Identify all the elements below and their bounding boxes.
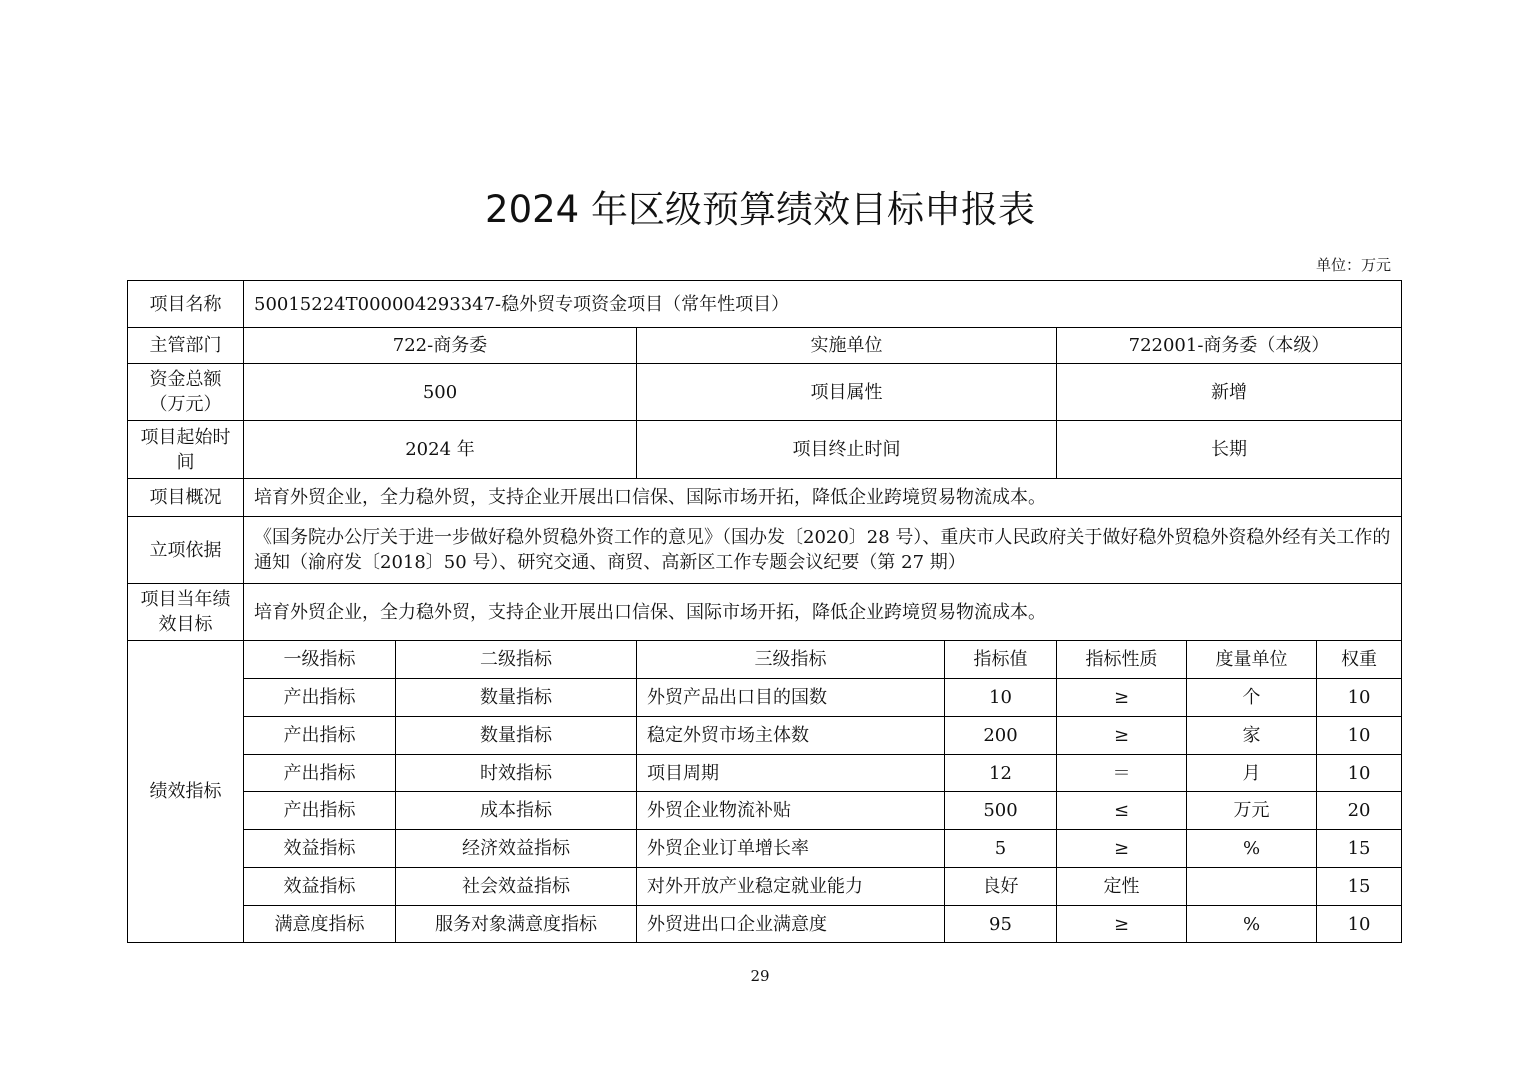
end-time-value: 长期 — [1057, 421, 1402, 479]
project-attribute-label: 项目属性 — [637, 364, 1057, 421]
row-annual-goal — [128, 584, 1402, 641]
performance-level3-cell: 外贸进出口企业满意度 — [637, 906, 945, 943]
performance-row — [128, 830, 1402, 868]
start-time-label: 项目起始时间 — [128, 421, 244, 479]
performance-level1-cell: 产出指标 — [244, 717, 396, 755]
overview-value: 培育外贸企业，全力稳外贸，支持企业开展出口信保、国际市场开拓，降低企业跨境贸易物流成本。 — [244, 479, 1402, 517]
project-attribute-value: 新增 — [1057, 364, 1402, 421]
performance-level1-cell: 满意度指标 — [244, 906, 396, 943]
performance-level2-cell: 数量指标 — [396, 679, 637, 717]
budget-performance-table — [127, 280, 1402, 943]
performance-row — [128, 792, 1402, 830]
performance-unit-header: 度量单位 — [1187, 641, 1317, 679]
performance-unit-cell — [1187, 868, 1317, 906]
performance-level2-cell: 数量指标 — [396, 717, 637, 755]
performance-value-cell: 500 — [945, 792, 1057, 830]
performance-level1-cell: 产出指标 — [244, 792, 396, 830]
performance-level2-cell: 时效指标 — [396, 755, 637, 792]
performance-level3-cell: 项目周期 — [637, 755, 945, 792]
performance-unit-cell: 家 — [1187, 717, 1317, 755]
row-basis — [128, 517, 1402, 584]
performance-level3-cell: 外贸企业订单增长率 — [637, 830, 945, 868]
performance-level3-cell: 对外开放产业稳定就业能力 — [637, 868, 945, 906]
performance-weight-cell: 10 — [1317, 679, 1402, 717]
performance-unit-cell: % — [1187, 830, 1317, 868]
performance-level3-header: 三级指标 — [637, 641, 945, 679]
performance-nature-cell: ≤ — [1057, 792, 1187, 830]
project-name-value: 50015224T000004293347-稳外贸专项资金项目（常年性项目） — [244, 281, 1402, 328]
annual-goal-value: 培育外贸企业，全力稳外贸，支持企业开展出口信保、国际市场开拓，降低企业跨境贸易物流成本。 — [244, 584, 1402, 641]
performance-row — [128, 755, 1402, 792]
annual-goal-label: 项目当年绩效目标 — [128, 584, 244, 641]
performance-weight-cell: 10 — [1317, 755, 1402, 792]
start-time-value: 2024 年 — [244, 421, 637, 479]
performance-value-cell: 95 — [945, 906, 1057, 943]
performance-value-cell: 200 — [945, 717, 1057, 755]
performance-value-header: 指标值 — [945, 641, 1057, 679]
performance-weight-cell: 15 — [1317, 868, 1402, 906]
performance-nature-cell: ≥ — [1057, 717, 1187, 755]
performance-nature-cell: ＝ — [1057, 755, 1187, 792]
performance-level3-cell: 外贸产品出口目的国数 — [637, 679, 945, 717]
performance-value-cell: 良好 — [945, 868, 1057, 906]
basis-label: 立项依据 — [128, 517, 244, 584]
fund-total-label: 资金总额（万元） — [128, 364, 244, 421]
performance-level2-header: 二级指标 — [396, 641, 637, 679]
implementing-unit-value: 722001-商务委（本级） — [1057, 328, 1402, 364]
performance-level3-cell: 外贸企业物流补贴 — [637, 792, 945, 830]
page-title: 2024 年区级预算绩效目标申报表 — [485, 188, 1035, 231]
performance-level2-cell: 社会效益指标 — [396, 868, 637, 906]
performance-value-cell: 10 — [945, 679, 1057, 717]
performance-nature-cell: ≥ — [1057, 679, 1187, 717]
performance-level1-cell: 效益指标 — [244, 868, 396, 906]
performance-level2-cell: 经济效益指标 — [396, 830, 637, 868]
department-value: 722-商务委 — [244, 328, 637, 364]
row-period — [128, 421, 1402, 479]
performance-weight-cell: 10 — [1317, 906, 1402, 943]
performance-weight-cell: 20 — [1317, 792, 1402, 830]
performance-nature-cell: ≥ — [1057, 906, 1187, 943]
page-number: 29 — [750, 967, 770, 985]
performance-row — [128, 717, 1402, 755]
department-label: 主管部门 — [128, 328, 244, 364]
performance-header-row — [128, 641, 1402, 679]
performance-value-cell: 5 — [945, 830, 1057, 868]
performance-level1-cell: 产出指标 — [244, 755, 396, 792]
row-project-name — [128, 281, 1402, 328]
performance-weight-header: 权重 — [1317, 641, 1402, 679]
performance-unit-cell: 个 — [1187, 679, 1317, 717]
performance-weight-cell: 10 — [1317, 717, 1402, 755]
performance-level3-cell: 稳定外贸市场主体数 — [637, 717, 945, 755]
performance-level1-cell: 产出指标 — [244, 679, 396, 717]
row-department — [128, 328, 1402, 364]
performance-level2-cell: 成本指标 — [396, 792, 637, 830]
performance-unit-cell: 万元 — [1187, 792, 1317, 830]
performance-label: 绩效指标 — [128, 641, 244, 943]
performance-level1-header: 一级指标 — [244, 641, 396, 679]
performance-level1-cell: 效益指标 — [244, 830, 396, 868]
performance-weight-cell: 15 — [1317, 830, 1402, 868]
performance-nature-header: 指标性质 — [1057, 641, 1187, 679]
performance-unit-cell: % — [1187, 906, 1317, 943]
performance-nature-cell: 定性 — [1057, 868, 1187, 906]
implementing-unit-label: 实施单位 — [637, 328, 1057, 364]
end-time-label: 项目终止时间 — [637, 421, 1057, 479]
performance-unit-cell: 月 — [1187, 755, 1317, 792]
performance-value-cell: 12 — [945, 755, 1057, 792]
row-overview — [128, 479, 1402, 517]
fund-total-value: 500 — [244, 364, 637, 421]
performance-nature-cell: ≥ — [1057, 830, 1187, 868]
row-fund — [128, 364, 1402, 421]
basis-value: 《国务院办公厅关于进一步做好稳外贸稳外资工作的意见》（国办发〔2020〕28 号）、重庆市人民政府关于做好稳外贸稳外资稳外经有关工作的通知（渝府发〔2018〕50 号）、研究交通、商贸、高新区工作专题会议纪要（第 27 期） — [244, 517, 1402, 584]
performance-row — [128, 679, 1402, 717]
performance-row — [128, 906, 1402, 943]
overview-label: 项目概况 — [128, 479, 244, 517]
performance-row — [128, 868, 1402, 906]
performance-level2-cell: 服务对象满意度指标 — [396, 906, 637, 943]
project-name-label: 项目名称 — [128, 281, 244, 328]
unit-note: 单位：万元 — [1315, 256, 1391, 274]
